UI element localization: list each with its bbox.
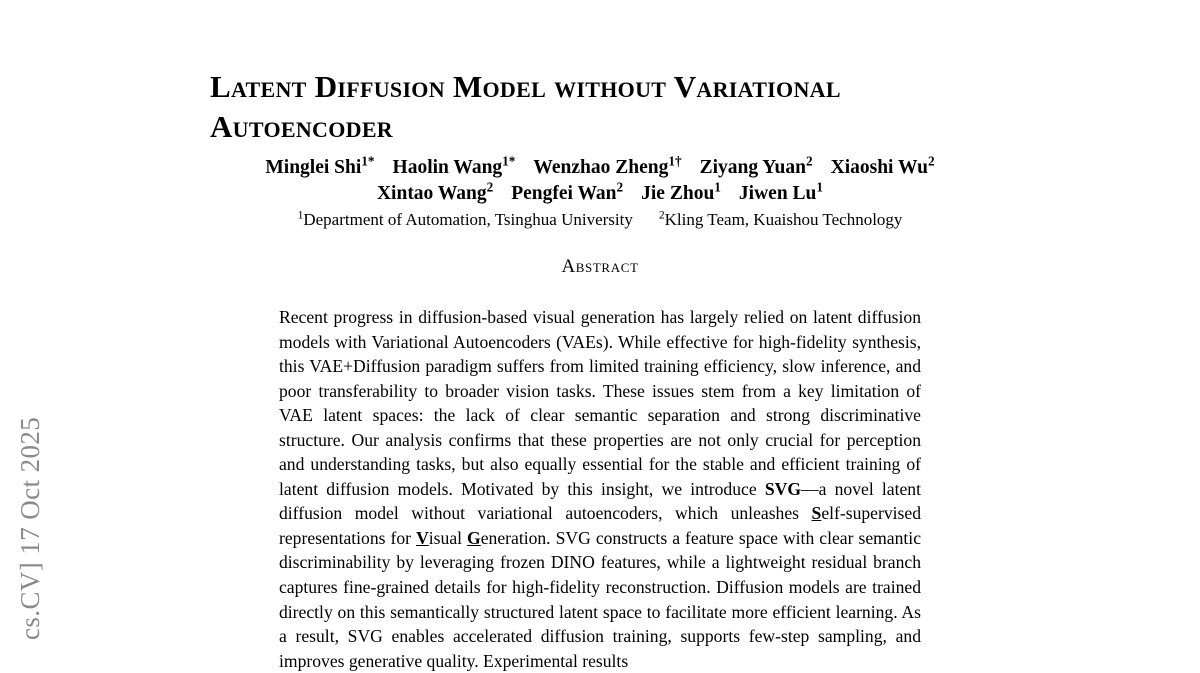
author-affiliation-mark: 2: [616, 179, 624, 195]
author-name: Jie Zhou$^1$: [641, 179, 721, 204]
author-name: Jiwen Lu$^1$: [738, 179, 824, 204]
author-name: Xintao Wang$^2$: [376, 179, 494, 204]
affiliation-list: [210, 209, 990, 231]
abstract-text: Recent progress in diffusion-based visual generation has largely relied on latent diffusion models with Variational Autoencoders (VAEs). While effective for high-fidelity synthesis, this VAE+Diffusion paradigm suffers from limited training efficiency, slow inference, and poor transferability to broader vision tasks. These issues stem from a key limitation of VAE latent spaces: the lack of clear semantic separation and strong discriminative structure. Our analysis confirms that these properties are not only crucial for perception and understanding tasks, but also equally essential for the stable and efficient training of latent diffusion models. Motivated by this insight, we introduce SVG—a novel latent diffusion model without variational autoencoders, which unleashes Self-supervised representations for Visual Generation. SVG constructs a feature space with clear semantic discriminability by leveraging frozen DINO features, while a lightweight residual branch captures fine-grained details for high-fidelity reconstruction. Diffusion models are trained directly on this semantically structured latent space to facilitate more efficient learning. As a result, SVG enables accelerated diffusion training, supports few-step sampling, and improves generative quality. Experimental results: [279, 307, 921, 671]
author-name: Minglei Shi$^{1*}$: [265, 153, 375, 178]
author-affiliation-mark: 2: [486, 179, 494, 195]
affiliation-item: $^2$Kling Team, Kuaishou Technology: [658, 208, 903, 229]
abstract-heading: Abstract: [561, 256, 639, 277]
author-name: Wenzhao Zheng$^{1\dagger}$: [533, 153, 682, 178]
author-affiliation-mark: 2: [927, 153, 935, 169]
arxiv-identifier-stamp: cs.CV] 17 Oct 2025: [14, 416, 45, 640]
author-affiliation-mark: 1: [714, 179, 721, 195]
author-name: Pengfei Wan$^2$: [511, 179, 624, 204]
author-name: Xiaoshi Wu$^2$: [830, 153, 935, 178]
author-affiliation-mark: 2: [805, 153, 813, 169]
author-name: Haolin Wang$^{1*}$: [392, 153, 516, 178]
author-name: Ziyang Yuan$^2$: [699, 153, 813, 178]
author-list: [210, 155, 990, 207]
page-title: Latent Diffusion Model without Variational Autoencoder: [210, 68, 841, 144]
author-affiliation-mark: 1*: [502, 153, 516, 169]
author-affiliation-mark: 1†: [668, 153, 682, 169]
affiliation-mark: 2: [658, 208, 665, 222]
author-row-1: [210, 155, 990, 181]
affiliation-mark: 1: [297, 208, 304, 222]
author-row-2: [210, 181, 990, 207]
author-affiliation-mark: 1: [816, 179, 824, 195]
author-affiliation-mark: 1*: [361, 153, 375, 169]
affiliation-item: $^1$Department of Automation, Tsinghua University: [297, 208, 633, 229]
